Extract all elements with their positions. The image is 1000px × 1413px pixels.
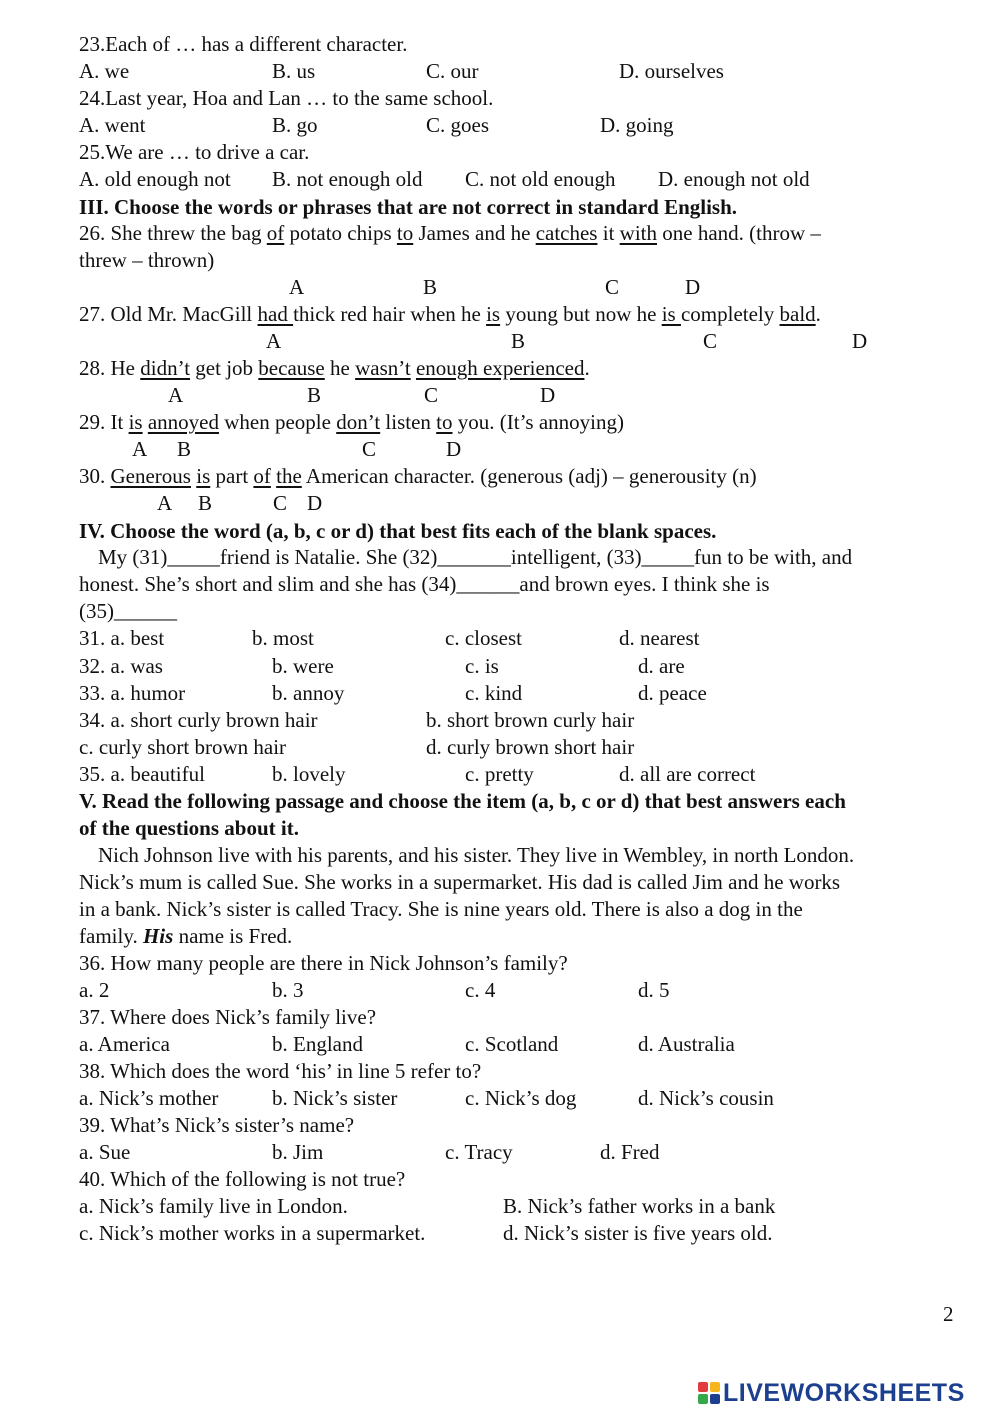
q28-label-c: C bbox=[424, 383, 439, 407]
section-5-heading: V. Read the following passage and choose the item (a, b, c or d) that best answers each bbox=[79, 789, 846, 813]
q30-label-b: B bbox=[198, 491, 213, 515]
liveworksheets-logo-icon bbox=[698, 1382, 720, 1404]
q36-option-c: c. 4 bbox=[465, 978, 496, 1002]
q33-option-b: b. annoy bbox=[272, 681, 345, 705]
q39-option-a: a. Sue bbox=[79, 1140, 131, 1164]
q40-option-d: d. Nick’s sister is five years old. bbox=[503, 1221, 773, 1245]
q40-option-a: a. Nick’s family live in London. bbox=[79, 1194, 348, 1218]
q34-option-b: b. short brown curly hair bbox=[426, 708, 635, 732]
q40-option-c: c. Nick’s mother works in a supermarket. bbox=[79, 1221, 426, 1245]
q30-label-a: A bbox=[157, 491, 173, 515]
q27-label-a: A bbox=[266, 329, 282, 353]
q33-option-a: 33. a. humor bbox=[79, 681, 186, 705]
q27-label-d: D bbox=[852, 329, 868, 353]
q35-option-a: 35. a. beautiful bbox=[79, 762, 205, 786]
q29-label-b: B bbox=[177, 437, 192, 461]
question-25-stem: 25.We are … to drive a car. bbox=[79, 140, 310, 164]
q38-option-a: a. Nick’s mother bbox=[79, 1086, 219, 1110]
q23-option-a: A. we bbox=[79, 59, 130, 83]
question-39-stem: 39. What’s Nick’s sister’s name? bbox=[79, 1113, 355, 1137]
q26-label-a: A bbox=[289, 275, 305, 299]
q26-label-c: C bbox=[605, 275, 620, 299]
question-38-stem: 38. Which does the word ‘his’ in line 5 refer to? bbox=[79, 1059, 482, 1083]
q32-option-a: 32. a. was bbox=[79, 654, 163, 678]
q39-option-b: b. Jim bbox=[272, 1140, 324, 1164]
liveworksheets-logo bbox=[698, 1378, 965, 1408]
question-26-stem: 26. She threw the bag of potato chips to James and he catches it with one hand. (throw – bbox=[79, 221, 821, 245]
question-27-stem: 27. Old Mr. MacGill had thick red hair when he is young but now he is completely bald. bbox=[79, 302, 821, 326]
q27-label-b: B bbox=[511, 329, 526, 353]
passage-4-line-3: (35)______ bbox=[79, 599, 177, 623]
question-28-stem: 28. He didn’t get job because he wasn’t enough experienced. bbox=[79, 356, 590, 380]
page-number: 2 bbox=[943, 1302, 954, 1326]
question-30-stem: 30. Generous is part of the American character. (generous (adj) – generousity (n) bbox=[79, 464, 757, 488]
passage-5-line-3: in a bank. Nick’s sister is called Tracy. She is nine years old. There is also a dog in the bbox=[79, 897, 803, 921]
question-37-stem: 37. Where does Nick’s family live? bbox=[79, 1005, 377, 1029]
question-40-stem: 40. Which of the following is not true? bbox=[79, 1167, 406, 1191]
section-3-heading: III. Choose the words or phrases that are not correct in standard English. bbox=[79, 195, 738, 219]
passage-5-line-2: Nick’s mum is called Sue. She works in a supermarket. His dad is called Jim and he works bbox=[79, 870, 841, 894]
q23-option-c: C. our bbox=[426, 59, 479, 83]
q26-label-b: B bbox=[423, 275, 438, 299]
section-4-heading: IV. Choose the word (a, b, c or d) that best fits each of the blank spaces. bbox=[79, 519, 717, 543]
q37-option-c: c. Scotland bbox=[465, 1032, 559, 1056]
q38-option-c: c. Nick’s dog bbox=[465, 1086, 577, 1110]
q36-option-b: b. 3 bbox=[272, 978, 304, 1002]
liveworksheets-logo-text: LIVEWORKSHEETS bbox=[723, 1378, 965, 1407]
q24-option-d: D. going bbox=[600, 113, 674, 137]
q38-option-d: d. Nick’s cousin bbox=[638, 1086, 774, 1110]
q35-option-b: b. lovely bbox=[272, 762, 346, 786]
q23-option-d: D. ourselves bbox=[619, 59, 724, 83]
passage-5-line-4: family. His name is Fred. bbox=[79, 924, 293, 948]
q33-option-c: c. kind bbox=[465, 681, 523, 705]
q38-option-b: b. Nick’s sister bbox=[272, 1086, 398, 1110]
q24-option-c: C. goes bbox=[426, 113, 489, 137]
question-23-stem: 23.Each of … has a different character. bbox=[79, 32, 408, 56]
q28-label-d: D bbox=[540, 383, 556, 407]
q29-label-d: D bbox=[446, 437, 462, 461]
q34-option-a: 34. a. short curly brown hair bbox=[79, 708, 318, 732]
q25-option-a: A. old enough not bbox=[79, 167, 231, 191]
q30-label-c: C bbox=[273, 491, 288, 515]
q35-option-c: c. pretty bbox=[465, 762, 534, 786]
q29-label-a: A bbox=[132, 437, 148, 461]
q37-option-d: d. Australia bbox=[638, 1032, 735, 1056]
passage-4-line-1: My (31)_____friend is Natalie. She (32)_______intelligent, (33)_____fun to be with, and bbox=[98, 545, 853, 569]
passage-5-line-1: Nich Johnson live with his parents, and his sister. They live in Wembley, in north London. bbox=[98, 843, 855, 867]
q31-option-d: d. nearest bbox=[619, 626, 700, 650]
q37-option-b: b. England bbox=[272, 1032, 363, 1056]
q24-option-a: A. went bbox=[79, 113, 146, 137]
q28-label-a: A bbox=[168, 383, 184, 407]
q30-label-d: D bbox=[307, 491, 323, 515]
q37-option-a: a. America bbox=[79, 1032, 170, 1056]
question-36-stem: 36. How many people are there in Nick Johnson’s family? bbox=[79, 951, 568, 975]
q32-option-d: d. are bbox=[638, 654, 685, 678]
q34-option-d: d. curly brown short hair bbox=[426, 735, 635, 759]
q36-option-a: a. 2 bbox=[79, 978, 110, 1002]
q31-option-a: 31. a. best bbox=[79, 626, 165, 650]
q27-label-c: C bbox=[703, 329, 718, 353]
q25-option-c: C. not old enough bbox=[465, 167, 616, 191]
q31-option-b: b. most bbox=[252, 626, 314, 650]
q34-option-c: c. curly short brown hair bbox=[79, 735, 287, 759]
q39-option-c: c. Tracy bbox=[445, 1140, 513, 1164]
q23-option-b: B. us bbox=[272, 59, 316, 83]
q32-option-b: b. were bbox=[272, 654, 334, 678]
question-26-stem-line2: threw – thrown) bbox=[79, 248, 215, 272]
passage-4-line-2: honest. She’s short and slim and she has (34)______and brown eyes. I think she is bbox=[79, 572, 770, 596]
q29-label-c: C bbox=[362, 437, 377, 461]
question-29-stem: 29. It is annoyed when people don’t listen to you. (It’s annoying) bbox=[79, 410, 624, 434]
q33-option-d: d. peace bbox=[638, 681, 707, 705]
q25-option-b: B. not enough old bbox=[272, 167, 423, 191]
q32-option-c: c. is bbox=[465, 654, 499, 678]
q24-option-b: B. go bbox=[272, 113, 318, 137]
q36-option-d: d. 5 bbox=[638, 978, 670, 1002]
section-5-heading-line2: of the questions about it. bbox=[79, 816, 299, 840]
q31-option-c: c. closest bbox=[445, 626, 522, 650]
q25-option-d: D. enough not old bbox=[658, 167, 810, 191]
q28-label-b: B bbox=[307, 383, 322, 407]
q39-option-d: d. Fred bbox=[600, 1140, 660, 1164]
q26-label-d: D bbox=[685, 275, 701, 299]
question-24-stem: 24.Last year, Hoa and Lan … to the same school. bbox=[79, 86, 494, 110]
q40-option-b: B. Nick’s father works in a bank bbox=[503, 1194, 776, 1218]
q35-option-d: d. all are correct bbox=[619, 762, 756, 786]
